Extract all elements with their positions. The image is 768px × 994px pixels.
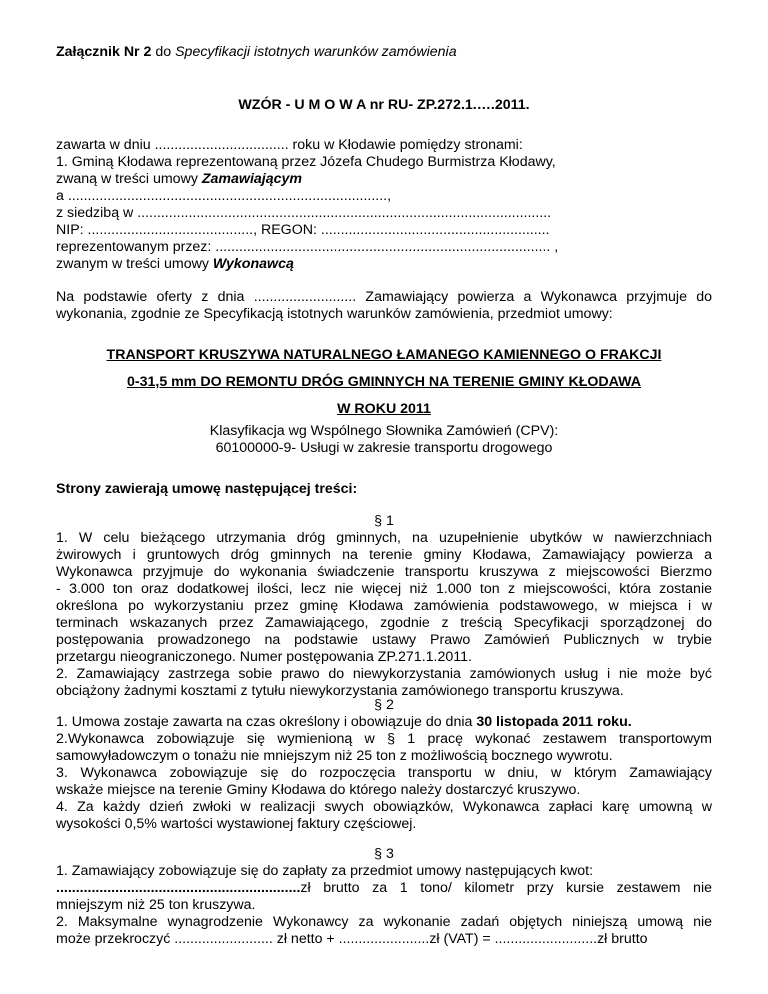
section-3-point-1-line-1: 1. Zamawiający zobowiązuje się do zapłaty za przedmiot umowy następujących kwot: [56, 863, 594, 879]
intro-line-1: Na podstawie oferty z dnia .......................... Zamawiający powierza a Wykonawca przyjmuje do [56, 289, 712, 305]
intro-paragraph [56, 289, 712, 323]
contract-end-date: 30 listopada 2011 roku. [476, 714, 632, 730]
intro-line-2: wykonania, zgodnie ze Specyfikacją istotnych warunków zamówienia, przedmiot umowy: [56, 306, 613, 322]
section-2-point-1-text: 1. Umowa zostaje zawarta na czas określony i obowiązuje do dnia [56, 714, 477, 730]
attachment-number: Załącznik Nr 2 [56, 44, 152, 60]
parties-line-3-text: zwaną w treści umowy [56, 171, 202, 187]
section-3-point-2-line-1: 2. Maksymalne wynagrodzenie Wykonawcy za wykonanie zadań objętych niniejszą umową nie [56, 914, 712, 930]
section-1-point-2-line-2: obciążony żadnymi kosztami z tytułu niewykorzystania zamówionego transportu kruszywa. [56, 683, 624, 699]
cpv-classification [56, 423, 712, 457]
price-placeholder: .............................................................. [56, 880, 301, 896]
section-2-point-2-line-1: 2.Wykonawca zobowiązuje się wymienioną w § 1 pracę wykonać zestawem transportowym [56, 731, 712, 747]
contract-subject [56, 347, 712, 364]
subject-line-3-wrap [56, 401, 712, 418]
section-3-point-2-line-2: może przekroczyć ......................... zł netto + .......................zł (VAT) = ..........................zł brutto [56, 931, 648, 947]
parties-line-7: reprezentowanym przez: ..................................................................................... , [56, 239, 559, 255]
section-1-line: Wykonawca przyjmuje do wykonania świadczenie transportu kruszywa z miejscowości Bierzmo [56, 564, 712, 580]
cpv-line-2: 60100000-9- Usługi w zakresie transportu drogowego [215, 440, 553, 456]
price-unit-text: zł brutto za 1 tono/ kilometr przy kursie zestawem nie [300, 880, 712, 896]
agreement-intro-text: Strony zawierają umowę następującej treści: [56, 481, 358, 497]
section-1-line: przetargu nieograniczonego. Numer postępowania ZP.271.1.2011. [56, 649, 472, 665]
section-3-point-1-line-3: mniejszym niż 25 ton kruszywa. [56, 897, 256, 913]
subject-line-1: TRANSPORT KRUSZYWA NATURALNEGO ŁAMANEGO KAMIENNEGO O FRAKCJI [106, 347, 662, 363]
attachment-reference: Specyfikacji istotnych warunków zamówienia [175, 44, 457, 60]
section-1-line: żwirowych i gruntowych dróg gminnych na terenie gminy Kłodawa, Zamawiający powierza a [56, 547, 712, 563]
agreement-intro [56, 481, 712, 498]
parties-line-8 [56, 256, 712, 273]
section-2-point-4-line-1: 4. Za każdy dzień zwłoki w realizacji swych obowiązków, Wykonawca zapłaci karę umowną w [56, 799, 712, 815]
parties-line-1: zawarta w dniu .................................. roku w Kłodawie pomiędzy stronami: [56, 137, 523, 153]
section-2-heading: § 2 [374, 697, 394, 713]
parties-line-4: a ................................................................................., [56, 188, 392, 204]
parties-line-6: NIP: .........................................., REGON: .......................................................... [56, 222, 550, 238]
subject-line-2-wrap [56, 374, 712, 391]
cpv-line-1: Klasyfikacja wg Wspólnego Słownika Zamówień (CPV): [209, 423, 559, 439]
header-connector: do [151, 44, 176, 60]
section-3 [56, 846, 712, 948]
section-1-point-2-line-1: 2. Zamawiający zastrzega sobie prawo do niewykorzystania zamówionych usług i nie może być [56, 666, 712, 682]
parties-line-3 [56, 171, 712, 188]
role-wykonawca: Wykonawcą [212, 256, 294, 272]
subject-line-3: W ROKU 2011 [337, 401, 431, 417]
parties-line-2: 1. Gminą Kłodawa reprezentowaną przez Józefa Chudego Burmistrza Kłodawy, [56, 154, 556, 170]
section-1-line: - 3.000 ton oraz dodatkowej ilości, lecz nie więcej niż 1.000 ton z miejscowości, która zostanie [56, 581, 712, 597]
section-2 [56, 697, 712, 833]
section-2-point-1 [56, 714, 712, 731]
section-3-heading: § 3 [374, 846, 394, 862]
attachment-header [56, 44, 712, 61]
section-1-line: terminach wskazanych przez Zamawiającego, zgodnie z treścią Specyfikacji sporządzonej do [56, 615, 712, 631]
role-zamawiajacy: Zamawiającym [201, 171, 303, 187]
section-2-point-3-line-2: wskaże miejsce na terenie Gminy Kłodawa do którego należy dostarczyć kruszywo. [56, 782, 581, 798]
subject-line-2: 0-31,5 mm DO REMONTU DRÓG GMINNYCH NA TERENIE GMINY KŁODAWA [127, 374, 641, 390]
section-1-heading: § 1 [374, 513, 394, 529]
section-3-point-1-line-2 [56, 880, 712, 897]
parties-block [56, 137, 712, 273]
section-2-point-4-line-2: wysokości 0,5% wartości wystawionej faktury częściowej. [56, 816, 417, 832]
parties-line-5: z siedzibą w ......................................................................................................... [56, 205, 552, 221]
parties-line-8-text: zwanym w treści umowy [56, 256, 213, 272]
section-1-line: określona po wykorzystaniu przez gminę Kłodawa zamówienia podstawowego, w miejsca i w [56, 598, 712, 614]
section-1 [56, 513, 712, 700]
contract-title [56, 97, 712, 114]
section-2-point-3-line-1: 3. Wykonawca zobowiązuje się do rozpoczęcia transportu w dniu, w którym Zamawiający [56, 765, 712, 781]
section-1-line: 1. W celu bieżącego utrzymania dróg gminnych, na uzupełnienie ubytków w nawierzchniach [56, 530, 712, 546]
section-2-point-2-line-2: samowyładowczym o tonażu nie mniejszym niż 25 ton z możliwością bocznego wywrotu. [56, 748, 613, 764]
section-1-line: postępowania prowadzonego na podstawie ustawy Prawo Zamówień Publicznych w trybie [56, 632, 712, 648]
contract-title-text: WZÓR - U M O W A nr RU- ZP.272.1.….2011. [238, 97, 530, 113]
